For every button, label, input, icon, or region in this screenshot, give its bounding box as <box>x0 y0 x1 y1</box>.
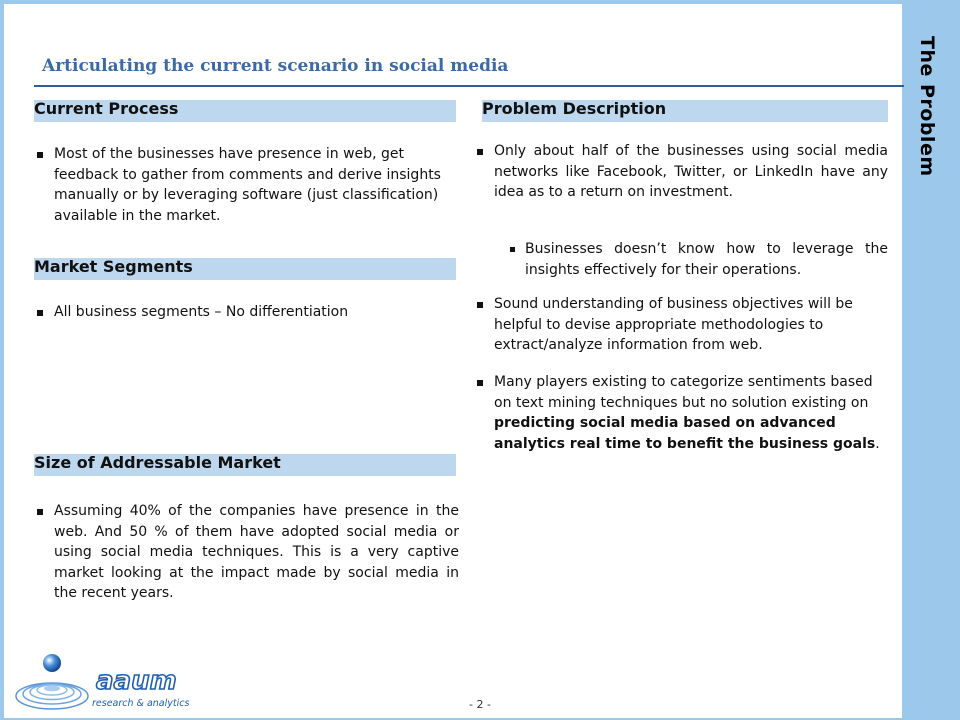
market-segments-text: All business segments – No differentiation <box>54 304 349 320</box>
addressable-market-bullet <box>54 501 459 604</box>
bullet-square-icon <box>477 380 483 386</box>
problem-description-heading: Problem Description <box>482 99 667 118</box>
bullet-square-icon <box>37 152 43 158</box>
addressable-market-header <box>34 454 456 476</box>
problem-bullet-3-text <box>494 372 888 454</box>
side-title: The Problem <box>916 36 938 177</box>
bullet-square-icon <box>510 247 515 252</box>
logo-orb-icon <box>43 654 61 672</box>
problem-bullet-3 <box>494 372 888 454</box>
problem-bullet-1 <box>494 141 888 203</box>
bullet-square-icon <box>37 509 43 515</box>
page-title: Articulating the current scenario in social media <box>42 56 509 76</box>
bullet-square-icon <box>477 149 483 155</box>
current-process-bullet <box>54 144 454 226</box>
problem-bullet-3-end: . <box>875 435 880 452</box>
problem-bullet-2 <box>494 294 888 356</box>
problem-sub-bullet <box>525 239 888 280</box>
addressable-market-text: Assuming 40% of the companies have presence in the web. And 50 % of them have adopted social media or using social media techniques. This is a very captive market looking at the impact made by social media in the recent years. <box>54 503 459 601</box>
page-number: - 2 - <box>469 698 491 711</box>
current-process-header <box>34 100 456 122</box>
bullet-square-icon <box>477 302 483 308</box>
market-segments-header <box>34 258 456 280</box>
market-segments-heading: Market Segments <box>34 257 193 276</box>
problem-bullet-3-plain: Many players existing to categorize sentiments based on text mining techniques but no solution existing on <box>494 374 873 411</box>
problem-bullet-2-text: Sound understanding of business objectives will be helpful to devise appropriate methodologies to extract/analyze information from web. <box>494 296 853 353</box>
problem-bullet-3-bold: predicting social media based on advanced analytics real time to benefit the business goals <box>494 415 876 452</box>
title-divider <box>34 85 904 87</box>
problem-description-header <box>482 100 888 122</box>
current-process-text: Most of the businesses have presence in web, get feedback to gather from comments and derive insights manually or by leveraging software (just classification) available in the market. <box>54 146 441 224</box>
addressable-market-heading: Size of Addressable Market <box>34 453 281 472</box>
current-process-heading: Current Process <box>34 99 179 118</box>
logo-tagline: research & analytics <box>92 698 190 709</box>
problem-bullet-1-text: Only about half of the businesses using social media networks like Facebook, Twitter, or LinkedIn have any idea as to a return on investment. <box>494 143 888 200</box>
market-segments-bullet <box>54 302 454 323</box>
logo-wordmark: aaum <box>96 666 177 696</box>
bullet-square-icon <box>37 310 43 316</box>
problem-sub-bullet-text: Businesses doesn’t know how to leverage the insights effectively for their operations. <box>525 241 888 278</box>
side-title-bar <box>906 0 960 720</box>
